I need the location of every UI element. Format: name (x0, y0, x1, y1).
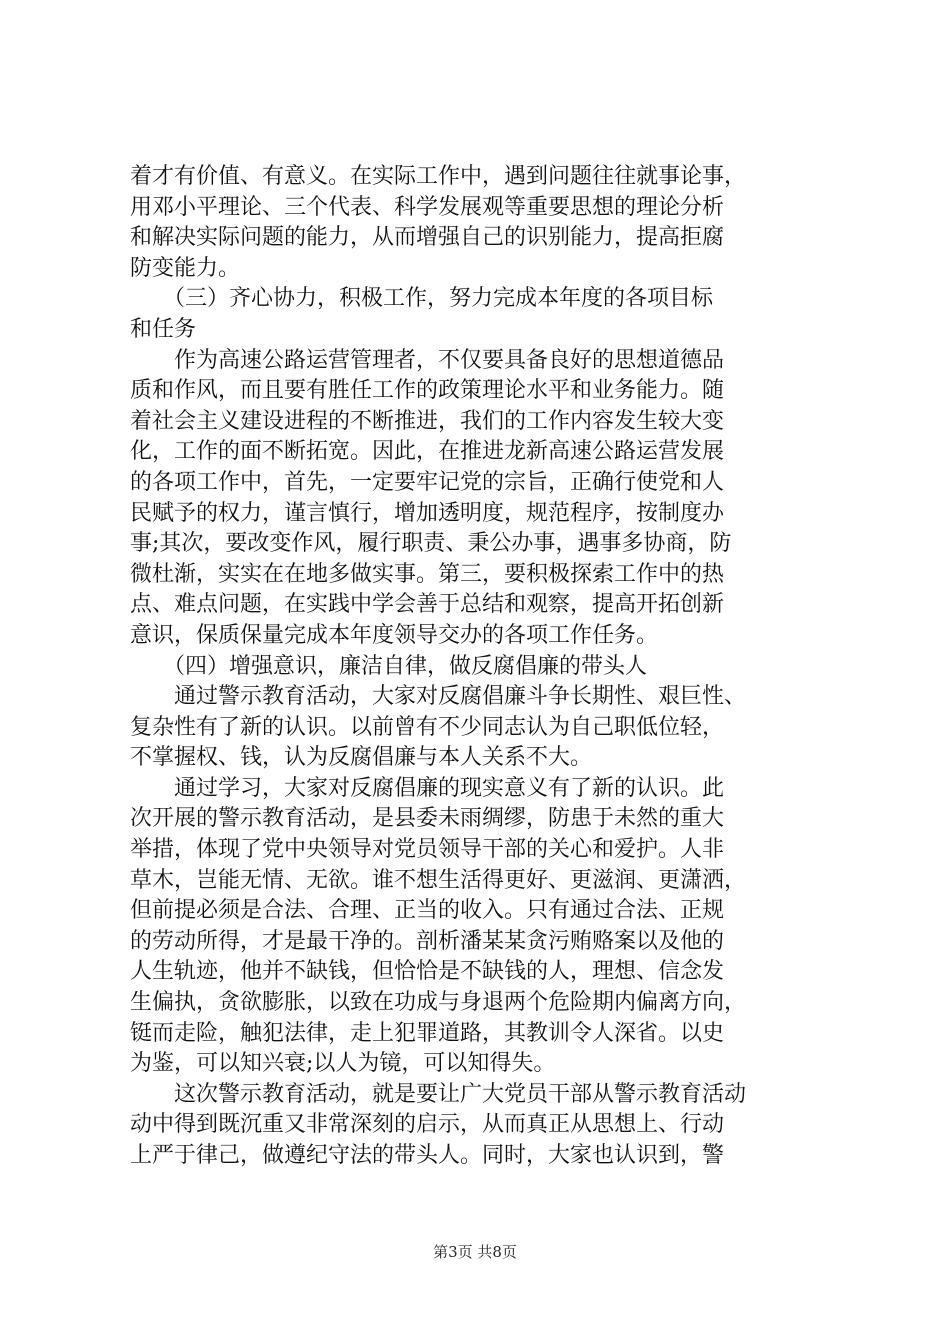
text-line: （四）增强意识，廉洁自律，做反腐倡廉的带头人 (130, 653, 648, 679)
text-line: 为鉴，可以知兴衰;以人为镜，可以知得失。 (130, 1051, 556, 1077)
text-line: 的各项工作中，首先，一定要牢记党的宗旨，正确行使党和人 (130, 469, 725, 495)
text-line: 点、难点问题，在实践中学会善于总结和观察，提高开拓创新 (130, 592, 725, 618)
text-line: 但前提必须是合法、合理、正当的收入。只有通过合法、正规 (130, 898, 725, 924)
text-line: 通过警示教育活动，大家对反腐倡廉斗争长期性、艰巨性、 (130, 684, 747, 710)
text-line: 化，工作的面不断拓宽。因此，在推进龙新高速公路运营发展 (130, 439, 725, 465)
text-line: 意识，保质保量完成本年度领导交办的各项工作任务。 (130, 622, 659, 648)
text-line: 着才有价值、有意义。在实际工作中，遇到问题往往就事论事， (130, 164, 747, 189)
text-line: 生偏执，贪欲膨胀，以致在功成与身退两个危险期内偏离方向， (130, 990, 747, 1016)
text-line: 民赋予的权力，谨言慎行，增加透明度，规范程序，按制度办 (130, 500, 725, 526)
text-line: 和解决实际问题的能力，从而增强自己的识别能力，提高拒腐 (130, 225, 725, 251)
text-line: 上严于律己，做遵纪守法的带头人。同时，大家也认识到，警 (130, 1143, 725, 1168)
text-line: 质和作风，而且要有胜任工作的政策理论水平和业务能力。随 (130, 378, 725, 404)
text-line: 事;其次，要改变作风，履行职责、秉公办事，遇事多协商，防 (130, 531, 732, 557)
text-line: 的劳动所得，才是最干净的。剖析潘某某贪污贿赂案以及他的 (130, 928, 725, 954)
text-line: 防变能力。 (130, 255, 241, 281)
text-line: 作为高速公路运营管理者，不仅要具备良好的思想道德品 (130, 347, 725, 373)
text-line: 用邓小平理论、三个代表、科学发展观等重要思想的理论分析 (130, 194, 725, 220)
text-line: 通过学习，大家对反腐倡廉的现实意义有了新的认识。此 (130, 775, 725, 801)
text-line: 复杂性有了新的认识。以前曾有不少同志认为自己职低位轻， (130, 714, 725, 740)
text-line: 草木，岂能无情、无欲。谁不想生活得更好、更滋润、更潇洒， (130, 867, 747, 893)
text-line: 举措，体现了党中央领导对党员领导干部的关心和爱护。人非 (130, 837, 725, 863)
body-text (130, 162, 830, 1172)
text-line: 这次警示教育活动，就是要让广大党员干部从警示教育活动 (130, 1081, 747, 1107)
page-footer: 第3页 共8页 (433, 1243, 517, 1261)
text-line: 人生轨迹，他并不缺钱，但恰恰是不缺钱的人，理想、信念发 (130, 959, 725, 985)
text-line: 次开展的警示教育活动，是县委未雨绸缪，防患于未然的重大 (130, 806, 725, 832)
text-line: （三）齐心协力，积极工作，努力完成本年度的各项目标 (130, 286, 714, 312)
text-line: 不掌握权、钱，认为反腐倡廉与本人关系不大。 (130, 745, 593, 771)
text-line: 铤而走险，触犯法律，走上犯罪道路，其教训令人深省。以史 (130, 1020, 725, 1046)
text-line: 微杜渐，实实在在地多做实事。第三，要积极探索工作中的热 (130, 561, 725, 587)
text-line: 动中得到既沉重又非常深刻的启示，从而真正从思想上、行动 (130, 1112, 725, 1138)
text-line: 和任务 (130, 316, 197, 342)
text-line: 着社会主义建设进程的不断推进，我们的工作内容发生较大变 (130, 408, 725, 434)
